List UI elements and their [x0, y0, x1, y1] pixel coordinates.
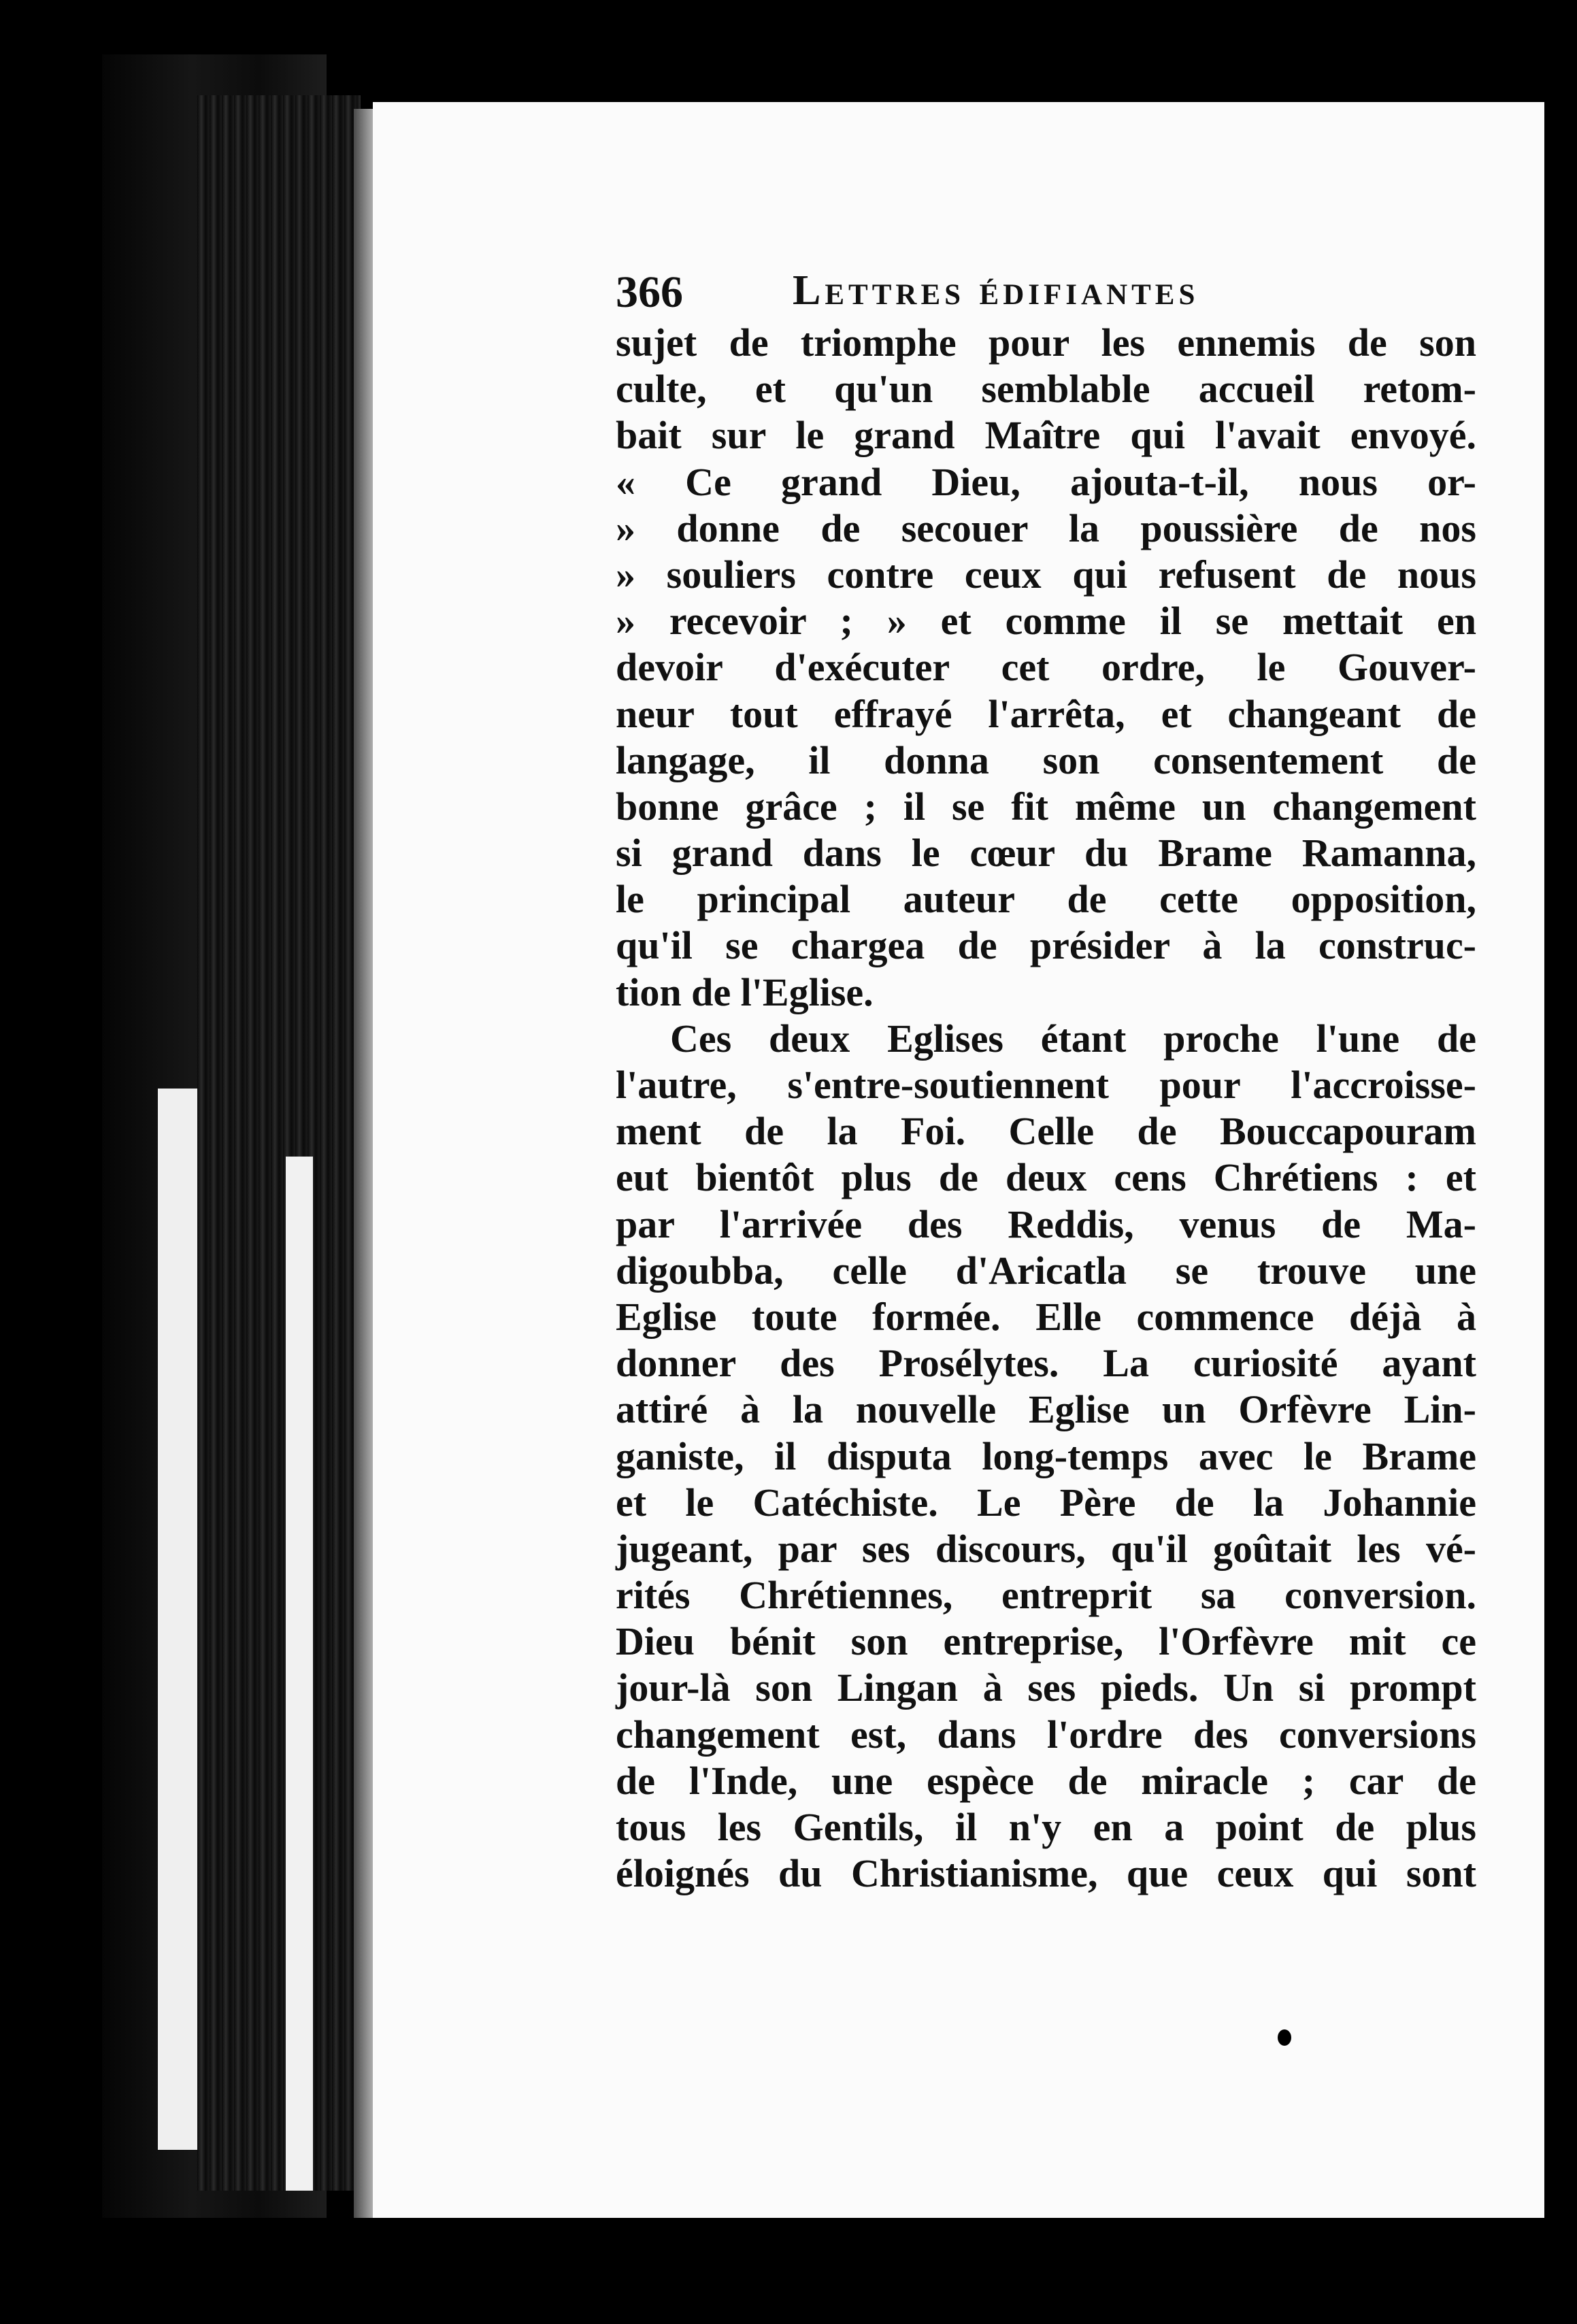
- text-line: « Ce grand Dieu, ajouta-t-il, nous or-: [616, 459, 1476, 504]
- text-line: et le Catéchiste. Le Père de la Johannie: [616, 1480, 1476, 1525]
- text-line: l'autre, s'entre-soutiennent pour l'accroisse-: [616, 1063, 1476, 1107]
- text-line: Ces deux Eglises étant proche l'une de: [670, 1016, 1476, 1061]
- text-line: changement est, dans l'ordre des conversions: [616, 1712, 1476, 1757]
- book-page-edges: [197, 95, 361, 2191]
- book-edge-light-strip: [158, 1089, 197, 2150]
- text-line: » souliers contre ceux qui refusent de nous: [616, 552, 1476, 597]
- text-line: Dieu bénit son entreprise, l'Orfèvre mit ce: [616, 1619, 1476, 1664]
- text-line: devoir d'exécuter cet ordre, le Gouver-: [616, 645, 1476, 690]
- text-line: jour-là son Lingan à ses pieds. Un si prompt: [616, 1665, 1476, 1710]
- text-line: ment de la Foi. Celle de Bouccapouram: [616, 1109, 1476, 1154]
- text-line: » recevoir ; » et comme il se mettait en: [616, 599, 1476, 644]
- page-number: 366: [616, 267, 683, 317]
- text-line: jugeant, par ses discours, qu'il goûtait les vé-: [616, 1526, 1476, 1571]
- text-line: donner des Prosélytes. La curiosité ayant: [616, 1341, 1476, 1386]
- text-line: qu'il se chargea de présider à la construc-: [616, 923, 1476, 968]
- text-line: ganiste, il disputa long-temps avec le Brame: [616, 1433, 1476, 1478]
- body-text: [616, 320, 1476, 1897]
- text-line: attiré à la nouvelle Eglise un Orfèvre Lin-: [616, 1387, 1476, 1432]
- text-line: » donne de secouer la poussière de nos: [616, 505, 1476, 550]
- text-line: par l'arrivée des Reddis, venus de Ma-: [616, 1201, 1476, 1246]
- text-line: de l'Inde, une espèce de miracle ; car de: [616, 1758, 1476, 1803]
- text-line: éloignés du Christianisme, que ceux qui sont: [616, 1851, 1476, 1896]
- text-line: le principal auteur de cette opposition,: [616, 877, 1476, 922]
- text-line: langage, il donna son consentement de: [616, 737, 1476, 782]
- page-header: [616, 267, 1473, 321]
- text-line: Eglise toute formée. Elle commence déjà à: [616, 1294, 1476, 1339]
- text-line: rités Chrétiennes, entreprit sa conversion.: [616, 1573, 1476, 1618]
- text-line: tous les Gentils, il n'y en a point de plus: [616, 1805, 1476, 1849]
- text-line: bait sur le grand Maître qui l'avait envoyé.: [616, 413, 1476, 458]
- text-line: neur tout effrayé l'arrêta, et changeant de: [616, 691, 1476, 736]
- ink-spot: [1278, 2029, 1291, 2046]
- text-line: si grand dans le cœur du Brame Ramanna,: [616, 831, 1476, 876]
- running-title: Lettres édifiantes: [793, 267, 1199, 314]
- text-line: bonne grâce ; il se fit même un changement: [616, 784, 1476, 829]
- text-line: eut bientôt plus de deux cens Chrétiens : et: [616, 1155, 1476, 1200]
- text-line: culte, et qu'un semblable accueil retom-: [616, 367, 1476, 412]
- text-line: sujet de triomphe pour les ennemis de son: [616, 320, 1476, 365]
- text-line: digoubba, celle d'Aricatla se trouve une: [616, 1248, 1476, 1293]
- book-edge-light-strip-2: [286, 1157, 313, 2191]
- text-line: tion de l'Eglise.: [616, 969, 874, 1014]
